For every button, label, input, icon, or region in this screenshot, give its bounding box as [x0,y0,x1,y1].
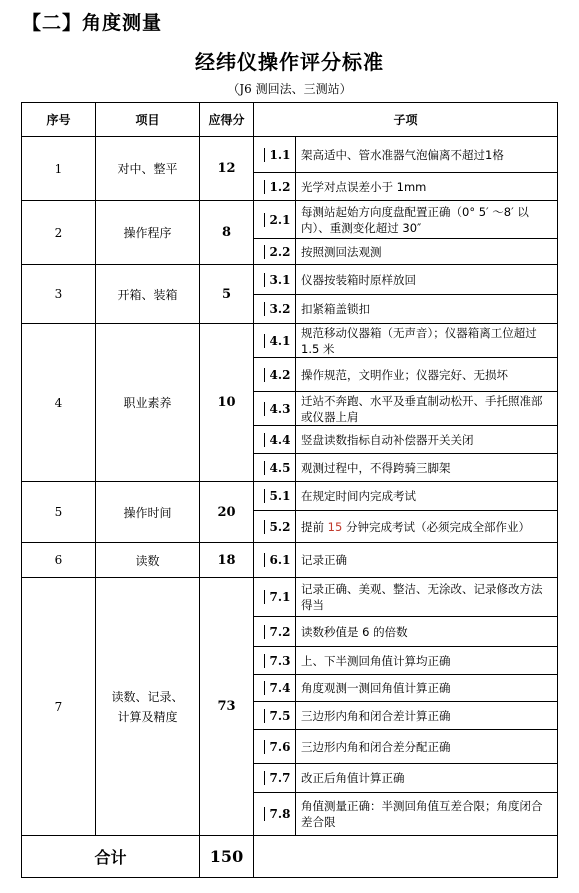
header-sub: 子项 [254,103,558,137]
sub-item-text-content: 每测站起始方向度盘配置正确（0° 5′ ～8′ 以内）、重测变化超过 30″ [301,204,529,235]
row-number: 2 [22,201,96,265]
sub-item-text [296,708,557,724]
row-item: 操作时间 [96,482,200,543]
sub-item-text-content: 角值测量正确：半测回角值互差合限；角度闭合差合限 [301,799,543,829]
row-score: 5 [200,265,254,324]
sub-item-text-content: 三边形内角和闭合差计算正确 [301,708,451,723]
sub-item-text-pre: 提前 [301,519,328,534]
row-score: 73 [200,578,254,836]
row-item: 操作程序 [96,201,200,265]
sub-item-text-content: 仪器按装箱时原样放回 [301,272,416,287]
table-row [22,201,558,239]
sub-item-text [296,653,557,669]
sub-item-id: 5.2 [264,520,295,534]
sub-item-id: 7.1 [264,590,295,604]
table-header-row [22,103,558,137]
row-score: 12 [200,137,254,201]
sub-item-text-content: 读数秒值是 6 的倍数 [301,624,408,639]
sub-item-text [296,770,557,786]
sub-item-text-post: 分钟完成考试（必须完成全部作业） [342,519,530,534]
row-item: 读数、记录、计算及精度 [96,578,200,836]
table-body [22,137,558,878]
sub-item-id: 1.2 [264,180,295,194]
sub-item-text-content: 上、下半测回角值计算均正确 [301,653,451,668]
sub-item-text [296,680,557,696]
sub-item-id: 7.3 [264,654,295,668]
table-row [22,137,558,173]
sub-item-text-content: 规范移动仪器箱（无声音）；仪器箱离工位超过 1.5 米 [301,325,537,356]
sub-item-text-content: 记录正确 [301,553,347,567]
sub-item-id: 3.2 [264,302,295,316]
sub-item-text [296,552,557,568]
table-row [22,324,558,358]
header-item: 项目 [96,103,200,137]
sub-item-text-content: 迁站不奔跑、水平及垂直制动松开、手托照准部或仪器上肩 [301,393,543,424]
sub-item-id: 7.8 [264,807,295,821]
row-item: 对中、整平 [96,137,200,201]
sub-item-text [296,393,557,425]
row-score: 10 [200,324,254,482]
sub-item-text-content: 在规定时间内完成考试 [301,489,416,503]
sub-item-text-content: 扣紧箱盖锁扣 [301,302,370,316]
sub-item-id: 7.2 [264,625,295,639]
sub-item-id: 2.2 [264,245,295,259]
row-item: 读数 [96,543,200,578]
sub-item-text [296,244,557,260]
sub-item-id: 3.1 [264,273,295,287]
sub-item-id: 2.1 [264,213,295,227]
sub-item-id: 7.7 [264,771,295,785]
sub-item-id: 5.1 [264,489,295,503]
scoring-table [21,102,558,878]
row-score: 18 [200,543,254,578]
sub-item-text [296,147,557,163]
sub-item-id: 6.1 [264,553,295,567]
sub-item-text [296,301,557,317]
sub-item-id: 4.5 [264,461,295,475]
sub-item-text-content: 改正后角值计算正确 [301,771,405,785]
sub-item-text-content: 竖盘读数指标自动补偿器开关关闭 [301,432,474,447]
total-empty-cell [254,836,558,878]
sub-item-id: 4.4 [264,433,295,447]
sub-item-text [296,581,557,613]
sub-item-text-content: 操作规范，文明作业；仪器完好、无损坏 [301,367,508,382]
document-title: 经纬仪操作评分标准 [195,50,384,74]
header-score: 应得分 [200,103,254,137]
total-score: 150 [200,836,254,878]
sub-item-text [296,739,557,755]
row-score: 20 [200,482,254,543]
sub-item-text [296,272,557,288]
row-number: 7 [22,578,96,836]
sub-item-text [296,488,557,504]
sub-item-text [296,432,557,448]
sub-item-id: 4.3 [264,402,295,416]
row-number: 5 [22,482,96,543]
sub-item-text-content: 记录正确、美观、整洁、无涂改、记录修改方法得当 [301,582,543,612]
sub-item-id: 7.6 [264,740,295,754]
sub-item-id: 7.5 [264,709,295,723]
total-row [22,836,558,878]
sub-item-id: 4.1 [264,334,295,348]
sub-item-text-content: 架高适中、管水准器气泡偏离不超过1格 [301,147,504,162]
table-row [22,265,558,295]
sub-item-id: 7.4 [264,681,295,695]
highlight-number: 15 [327,519,343,534]
row-number: 6 [22,543,96,578]
sub-item-text [296,325,557,357]
sub-item-text [296,204,557,236]
table-row [22,543,558,578]
row-item: 职业素养 [96,324,200,482]
row-score: 8 [200,201,254,265]
sub-item-text [296,624,557,640]
sub-item-text-content: 三边形内角和闭合差分配正确 [301,739,451,754]
sub-item-text [296,519,557,535]
sub-item-text [296,798,557,830]
sub-item-text [296,367,557,383]
sub-item-text-content: 观测过程中，不得跨骑三脚架 [301,460,451,475]
sub-item-text [296,179,557,195]
row-number: 3 [22,265,96,324]
row-number: 4 [22,324,96,482]
row-item: 开箱、装箱 [96,265,200,324]
table-row [22,578,558,617]
sub-item-text [296,460,557,476]
sub-item-text-content: 按照测回法观测 [301,244,382,259]
sub-item-text-content: 光学对点误差小于 1mm [301,179,427,194]
sub-item-id: 4.2 [264,368,295,382]
header-no: 序号 [22,103,96,137]
row-number: 1 [22,137,96,201]
total-label: 合计 [22,836,200,878]
section-heading: 【二】角度测量 [22,12,163,34]
sub-item-id: 1.1 [264,148,295,162]
sub-item-text-content: 角度观测一测回角值计算正确 [301,681,451,695]
document-subtitle: （J6 测回法、三测站） [227,82,352,96]
table-row [22,482,558,511]
